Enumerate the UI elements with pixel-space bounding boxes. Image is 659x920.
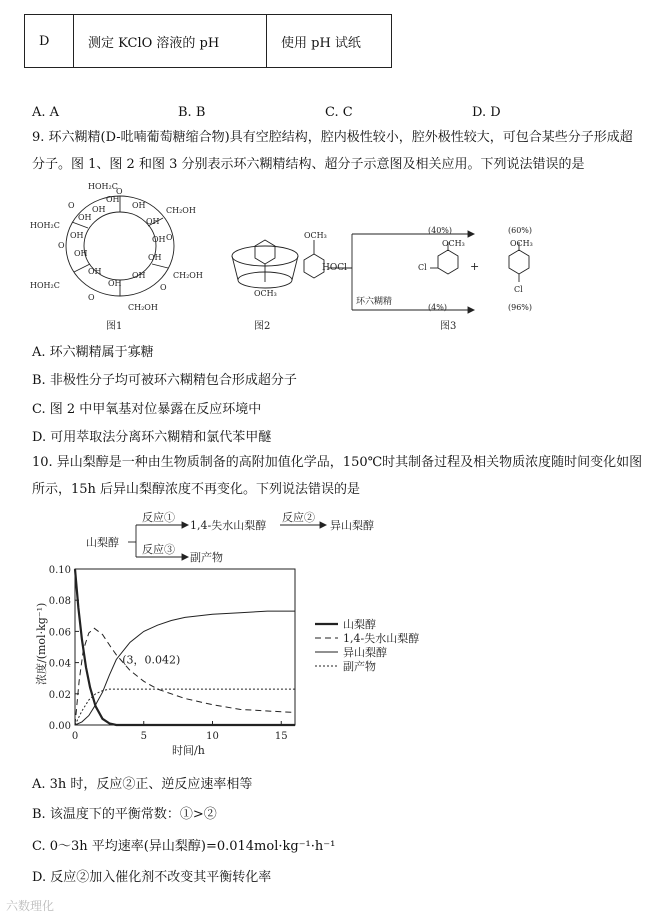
fig3-sub: Cl [418, 263, 427, 272]
fig1-label: O [58, 241, 65, 250]
q8-choice-d: D. D [472, 105, 501, 120]
q10-stem [32, 449, 652, 503]
q8-choice-b: B. B [178, 105, 206, 120]
fig1-label: CH₂OH [166, 206, 196, 215]
q9-figures [28, 178, 628, 338]
q10-stem-line2: 所示，15h 后异山梨醇浓度不再变化。下列说法错误的是 [32, 482, 361, 497]
fig3-reagent: HOCl [322, 263, 347, 273]
scheme-product-1: 1,4-失水山梨醇 [190, 519, 267, 532]
fig1-label: OH [132, 201, 146, 210]
legend-label: 异山梨醇 [343, 646, 387, 659]
q10-scheme [80, 505, 410, 565]
answer-table [24, 14, 392, 68]
y-tick-label: 0.06 [48, 627, 71, 639]
fig1-label: HOH₂C [88, 182, 118, 191]
q9-option-c: C. 图 2 中甲氧基对位暴露在反应环境中 [32, 402, 262, 417]
fig3-pct: (60%) [508, 226, 533, 235]
fig3-plus: + [470, 260, 480, 273]
y-tick-label: 0.08 [48, 596, 71, 608]
fig1-label: O [160, 283, 167, 292]
y-tick-label: 0.10 [48, 565, 71, 576]
q10-stem-line1: 10. 异山梨醇是一种由生物质制备的高附加值化学品，150℃时其制备过程及相关物质浓度随时间变化如图 [32, 455, 643, 470]
table-cell-method: 使用 pH 试纸 [267, 15, 392, 68]
legend-label: 1,4-失水山梨醇 [343, 632, 420, 645]
q10-option-d: D. 反应②加入催化剂不改变其平衡转化率 [32, 870, 272, 885]
figure1-labels [30, 182, 203, 312]
q9-stem-line1: 9. 环六糊精(D-吡喃葡萄糖缩合物)具有空腔结构，腔内极性较小，腔外极性较大，可包合某些分子形成超 [32, 130, 633, 145]
watermark: 六数理化 [6, 899, 55, 913]
concentration-chart [30, 560, 450, 760]
fig1-label: OH [92, 205, 106, 214]
fig1-label: OH [78, 213, 92, 222]
fig1-label: OH [132, 271, 146, 280]
figure2-supramolecule [232, 240, 298, 288]
fig1-label: O [166, 233, 173, 242]
scheme-product-2: 异山梨醇 [330, 519, 374, 532]
q10-option-a: A. 3h 时，反应②正、逆反应速率相等 [32, 777, 253, 792]
fig1-label: CH₂OH [173, 271, 203, 280]
y-axis-label: 浓度/(mol·kg⁻¹) [35, 602, 48, 685]
fig1-label: OH [74, 249, 88, 258]
fig3-catalyst: 环六糊精 [356, 297, 393, 307]
q10-option-c: C. 0～3h 平均速率(异山梨醇)=0.014mol·kg⁻¹·h⁻¹ [32, 839, 336, 854]
x-tick-label: 15 [274, 731, 288, 742]
table-cell-label: D [25, 15, 74, 68]
q8-choice-a: A. A [32, 105, 60, 120]
fig1-label: O [68, 201, 75, 210]
series-line-4 [75, 689, 295, 725]
scheme-product-3: 副产物 [190, 551, 223, 564]
scheme-reaction-3: 反应③ [142, 543, 175, 556]
q10-option-b: B. 该温度下的平衡常数：①>② [32, 807, 217, 822]
x-tick-label: 0 [71, 731, 79, 742]
scheme-reaction-2: 反应② [282, 511, 315, 524]
fig2-label: OCH₃ [254, 289, 277, 298]
fig1-label: OH [88, 267, 102, 276]
fig1-label: O [88, 293, 95, 302]
fig3-pct: (40%) [428, 226, 453, 235]
table-row [25, 15, 392, 68]
fig1-label: OH [148, 253, 162, 262]
q9-stem-line2: 分子。图 1、图 2 和图 3 分别表示环六糊精结构、超分子示意图及相关应用。下列说法错误的是 [32, 157, 585, 172]
table-cell-experiment: 测定 KClO 溶液的 pH [74, 15, 267, 68]
fig3-caption: 图3 [440, 321, 457, 332]
figure3-labels [304, 226, 533, 312]
fig1-label: OH [106, 195, 120, 204]
x-tick-label: 5 [140, 731, 147, 742]
fig1-caption: 图1 [106, 321, 123, 332]
y-tick-label: 0.02 [48, 689, 71, 701]
x-axis-label: 时间/h [172, 744, 205, 757]
fig1-label: OH [108, 279, 122, 288]
chart-annotation: (3，0.042) [122, 653, 181, 667]
fig2-caption: 图2 [254, 321, 271, 332]
y-tick-label: 0.00 [48, 721, 71, 732]
fig1-label: HOH₂C [30, 281, 60, 290]
fig1-label: OH [152, 235, 166, 244]
fig1-label: OH [70, 231, 84, 240]
legend-label: 山梨醇 [343, 618, 376, 631]
fig3-reactant: OCH₃ [304, 231, 327, 240]
scheme-reaction-1: 反应① [142, 511, 175, 524]
q9-option-b: B. 非极性分子均可被环六糊精包合形成超分子 [32, 373, 297, 388]
fig3-sub: OCH₃ [442, 239, 465, 248]
x-tick-label: 10 [206, 731, 219, 742]
fig1-label: O [116, 187, 123, 196]
scheme-start: 山梨醇 [86, 536, 119, 549]
series-line-2 [75, 628, 295, 725]
fig3-pct: (4%) [428, 303, 447, 312]
chart-legend [315, 617, 419, 673]
plot-frame [75, 569, 295, 725]
q9-stem [32, 124, 652, 178]
fig1-label: HOH₂C [30, 221, 60, 230]
fig3-sub: Cl [514, 285, 523, 294]
legend-label: 副产物 [343, 660, 376, 673]
q9-option-a: A. 环六糊精属于寡糖 [32, 345, 154, 360]
q8-choice-c: C. C [325, 105, 353, 120]
q9-option-d: D. 可用萃取法分离环六糊精和氯代苯甲醚 [32, 430, 272, 445]
fig1-label: OH [146, 217, 160, 226]
fig3-sub: OCH₃ [510, 239, 533, 248]
fig1-label: CH₂OH [128, 303, 158, 312]
y-tick-label: 0.04 [48, 658, 71, 670]
series-line-1 [75, 569, 295, 725]
series-line-3 [75, 611, 295, 725]
fig3-pct: (96%) [508, 303, 533, 312]
